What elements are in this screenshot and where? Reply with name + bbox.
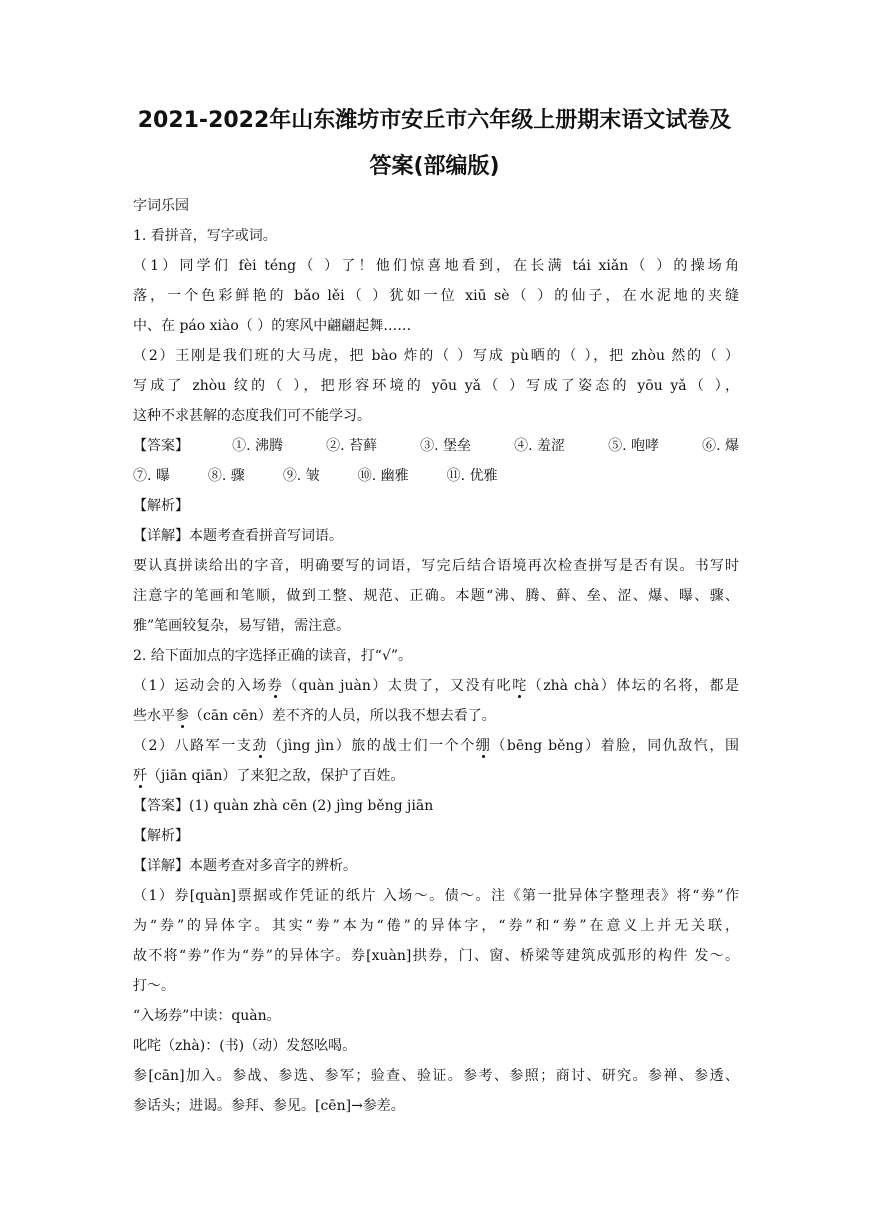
q1-paragraph-2-line: 写成了 zhòu 纹的（ ），把形容环境的 yōu yǎ（ ）写成了姿态的 yōu yǎ（ ）， [133,378,739,394]
dotted-character: 歼 [133,768,147,784]
q1-explanation-line: 要认真拼读给出的字音，明确要写的词语，写完后结合语境再次检查拼写是否有误。书写时 [133,558,739,574]
q1-paragraph-1-line: 中、在 páo xiào（ ）的寒风中翩翩起舞…… [133,318,412,334]
q2-paragraph-2-line [133,766,739,786]
dotted-character: 咤 [512,678,528,694]
text-segment: （quàn juàn）太贵了，又没有叱 [283,678,513,694]
answer-item: ⑪. 优雅 [446,468,498,484]
q2-paragraph-1-line [133,706,739,726]
text-segment: （jìng jìn）旅的战士们一个个 [267,738,476,754]
q2-explanation-line: 为“券”的异体字。其实“劵”本为“倦”的异体字，“券”和“劵”在意义上并无关联， [133,918,739,934]
q1-detail: 【详解】本题考查看拼音写词语。 [133,528,343,544]
q1-paragraph-2-line: 这种不求甚解的态度我们可不能学习。 [133,408,371,424]
text-segment: （1）运动会的入场 [133,678,268,694]
q1-explanation-line: 雅”笔画较复杂，易写错，需注意。 [133,618,351,634]
answer-item: ⑦. 曝 [133,468,170,484]
page-title-line-1: 2021-2022年山东潍坊市安丘市六年级上册期末语文试卷及 [137,108,732,133]
text-segment: 些水平 [133,708,175,724]
dotted-character: 绷 [475,738,492,754]
answer-item: ①. 沸腾 [232,438,283,454]
q1-answer-row [133,466,739,486]
q2-can-note-line: 参[cān]加入。参战、参选、参军；验查、验证。参考、参照；商讨、研究。参禅、参透、 [133,1068,739,1084]
q2-paragraph-2-line [133,736,739,756]
text-segment: （jiān qiān）了来犯之敌，保护了百姓。 [147,768,405,784]
section-heading: 字词乐园 [133,198,189,214]
q2-explanation-line: （1）券[quàn]票据或作凭证的纸片 入场～。债～。注《第一批异体字整理表》将“劵”作 [133,888,739,904]
dotted-character: 劲 [252,738,268,754]
answer-item: ⑨. 皱 [282,468,320,484]
q2-analysis-label: 【解析】 [133,828,189,844]
text-segment: （2）八路军一支 [133,738,253,754]
text-segment: （zhà chà）体坛的名将，都是 [527,678,740,694]
answer-item: ⑤. 咆哮 [608,438,659,454]
q2-paragraph-1-line [133,676,739,696]
answer-item: ④. 羞涩 [514,438,565,454]
q1-paragraph-2-line: （2）王刚是我们班的大马虎，把 bào 炸的（ ）写成 pù晒的（ ），把 zhòu 然的（ ） [133,348,739,364]
answer-item: ⑩. 幽雅 [357,468,409,484]
dotted-character: 参 [175,708,189,724]
q2-explanation-line: 打～。 [133,978,175,994]
dotted-character: 券 [267,678,284,694]
answer-item: ③. 堡垒 [420,438,471,454]
q1-paragraph-1-line: 落，一个色彩鲜艳的 bǎo lěi（ ）犹如一位 xiū sè（ ）的仙子，在水泥地的夹缝 [133,288,739,304]
text-segment: （bēng běng）着脸，同仇敌忾，围 [491,738,739,754]
q2-answer: 【答案】(1) quàn zhà cēn (2) jìng běng jiān [133,798,434,814]
q2-explanation-line: 故不将“劵”作为“券”的异体字。券[xuàn]拱券，门、窗、桥梁等建筑成弧形的构件 发～。 [133,948,739,964]
q1-answer-row [133,436,739,456]
answer-label: 【答案】 [133,438,189,454]
q2-chizha-note: 叱咤（zhà)：(书)（动）发怒吆喝。 [133,1038,357,1054]
q2-reading-note: “入场券”中读：quàn。 [133,1008,281,1024]
answer-item: ⑧. 骤 [207,468,245,484]
q1-analysis-label: 【解析】 [133,498,189,514]
q2-can-note-line: 参话头；进谒。参拜、参见。[cēn]→参差。 [133,1098,405,1114]
q1-stem: 1. 看拼音，写字或词。 [133,228,277,244]
text-segment: （cān cēn）差不齐的人员，所以我不想去看了。 [189,708,496,724]
q1-explanation-line: 注意字的笔画和笔顺，做到工整、规范、正确。本题“沸、腾、藓、垒、涩、爆、曝、骤、 [133,588,739,604]
answer-item: ⑥. 爆 [702,438,739,454]
q1-paragraph-1-line: （1）同学们 fèi téng（ ）了！他们惊喜地看到，在长满 tái xiǎn（ ）的操场角 [133,258,739,274]
page-title-line-2: 答案(部编版) [369,154,500,179]
q2-stem: 2. 给下面加点的字选择正确的读音，打“√”。 [133,648,413,664]
answer-item: ②. 苔藓 [326,438,377,454]
q2-detail: 【详解】本题考查对多音字的辨析。 [133,858,357,874]
